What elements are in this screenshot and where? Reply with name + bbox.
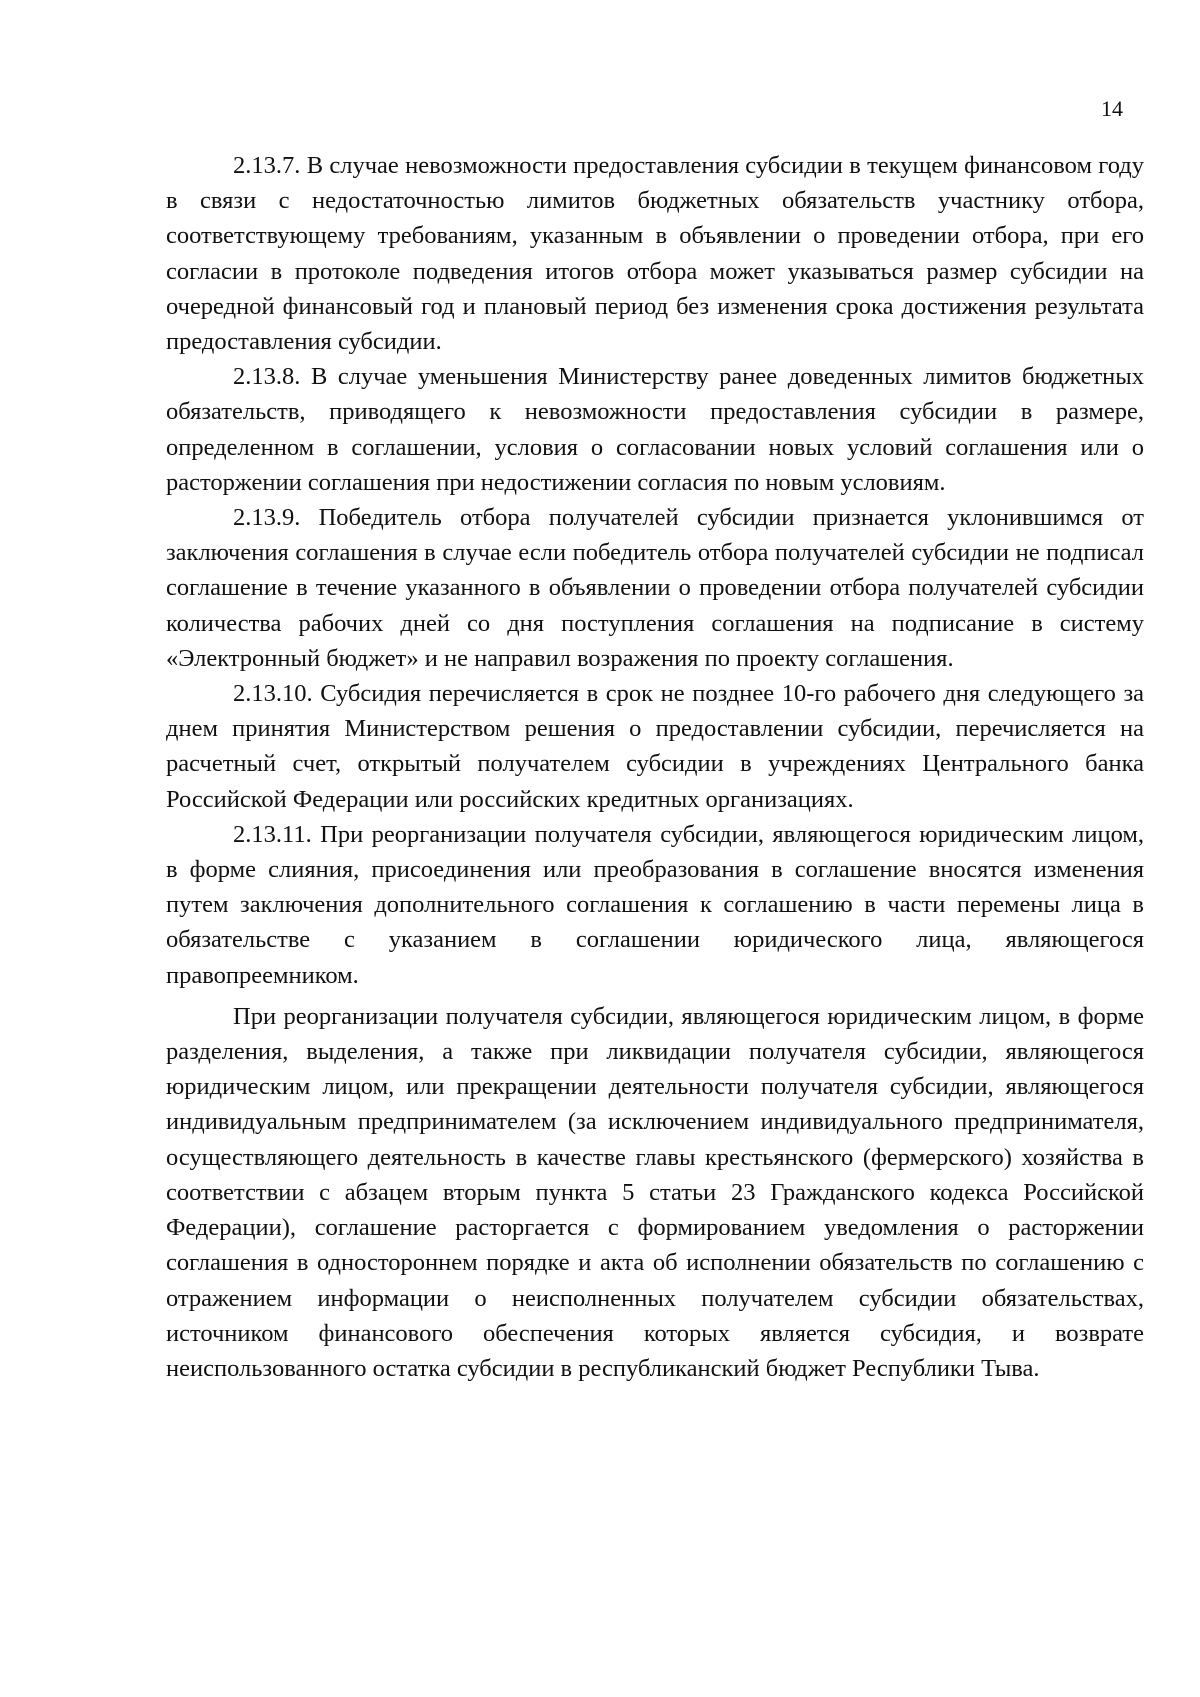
paragraph-2-13-11: 2.13.11. При реорганизации получателя субсидии, являющегося юридическим лицом, в форме слияния, присоединения или преобразования в соглашение вносятся изменения путем заключения дополнительного соглашения к соглашению в части перемены лица в обязательстве с указанием в соглашении юридического лица, являющегося правопреемником. bbox=[166, 820, 1144, 989]
paragraph-reorganization-separation: При реорганизации получателя субсидии, являющегося юридическим лицом, в форме разделения, выделения, а также при ликвидации получателя субсидии, являющегося юридическим лицом, или прекращении деятельности получателя субсидии, являющегося индивидуальным предпринимателем (за исключением индивидуального предпринимателя, осуществляющего деятельность в качестве главы крестьянского (фермерского) хозяйства в соответствии с абзацем вторым пункта 5 статьи 23 Гражданского кодекса Российской Федерации), соглашение расторгается с формированием уведомления о расторжении соглашения в одностороннем порядке и акта об исполнении обязательств по соглашению с отражением информации о неисполненных получателем субсидии обязательствах, источником финансового обеспечения которых является субсидия, и возврате неиспользованного остатка субсидии в республиканский бюджет Республики Тыва. bbox=[166, 1002, 1144, 1382]
document-body bbox=[166, 148, 1144, 1386]
paragraph-2-13-10: 2.13.10. Субсидия перечисляется в срок не позднее 10-го рабочего дня следующего за днем принятия Министерством решения о предоставлении субсидии, перечисляется на расчетный счет, открытый получателем субсидии в учреждениях Центрального банка Российской Федерации или российских кредитных организациях. bbox=[166, 680, 1144, 813]
paragraph-2-13-8: 2.13.8. В случае уменьшения Министерству ранее доведенных лимитов бюджетных обязательств, приводящего к невозможности предоставления субсидии в размере, определенном в соглашении, условия о согласовании новых условий соглашения или о расторжении соглашения при недостижении согласия по новым условиям. bbox=[166, 363, 1144, 496]
paragraph-2-13-9: 2.13.9. Победитель отбора получателей субсидии признается уклонившимся от заключения соглашения в случае если победитель отбора получателей субсидии не подписал соглашение в течение указанного в объявлении о проведении отбора получателей субсидии количества рабочих дней со дня поступления соглашения на подписание в систему «Электронный бюджет» и не направил возражения по проекту соглашения. bbox=[166, 504, 1144, 672]
paragraph-2-13-7: 2.13.7. В случае невозможности предоставления субсидии в текущем финансовом году в связи с недостаточностью лимитов бюджетных обязательств участнику отбора, соответствующему требованиям, указанным в объявлении о проведении отбора, при его согласии в протоколе подведения итогов отбора может указываться размер субсидии на очередной финансовый год и плановый период без изменения срока достижения результата предоставления субсидии. bbox=[166, 152, 1144, 356]
page-number: 14 bbox=[1101, 96, 1123, 121]
